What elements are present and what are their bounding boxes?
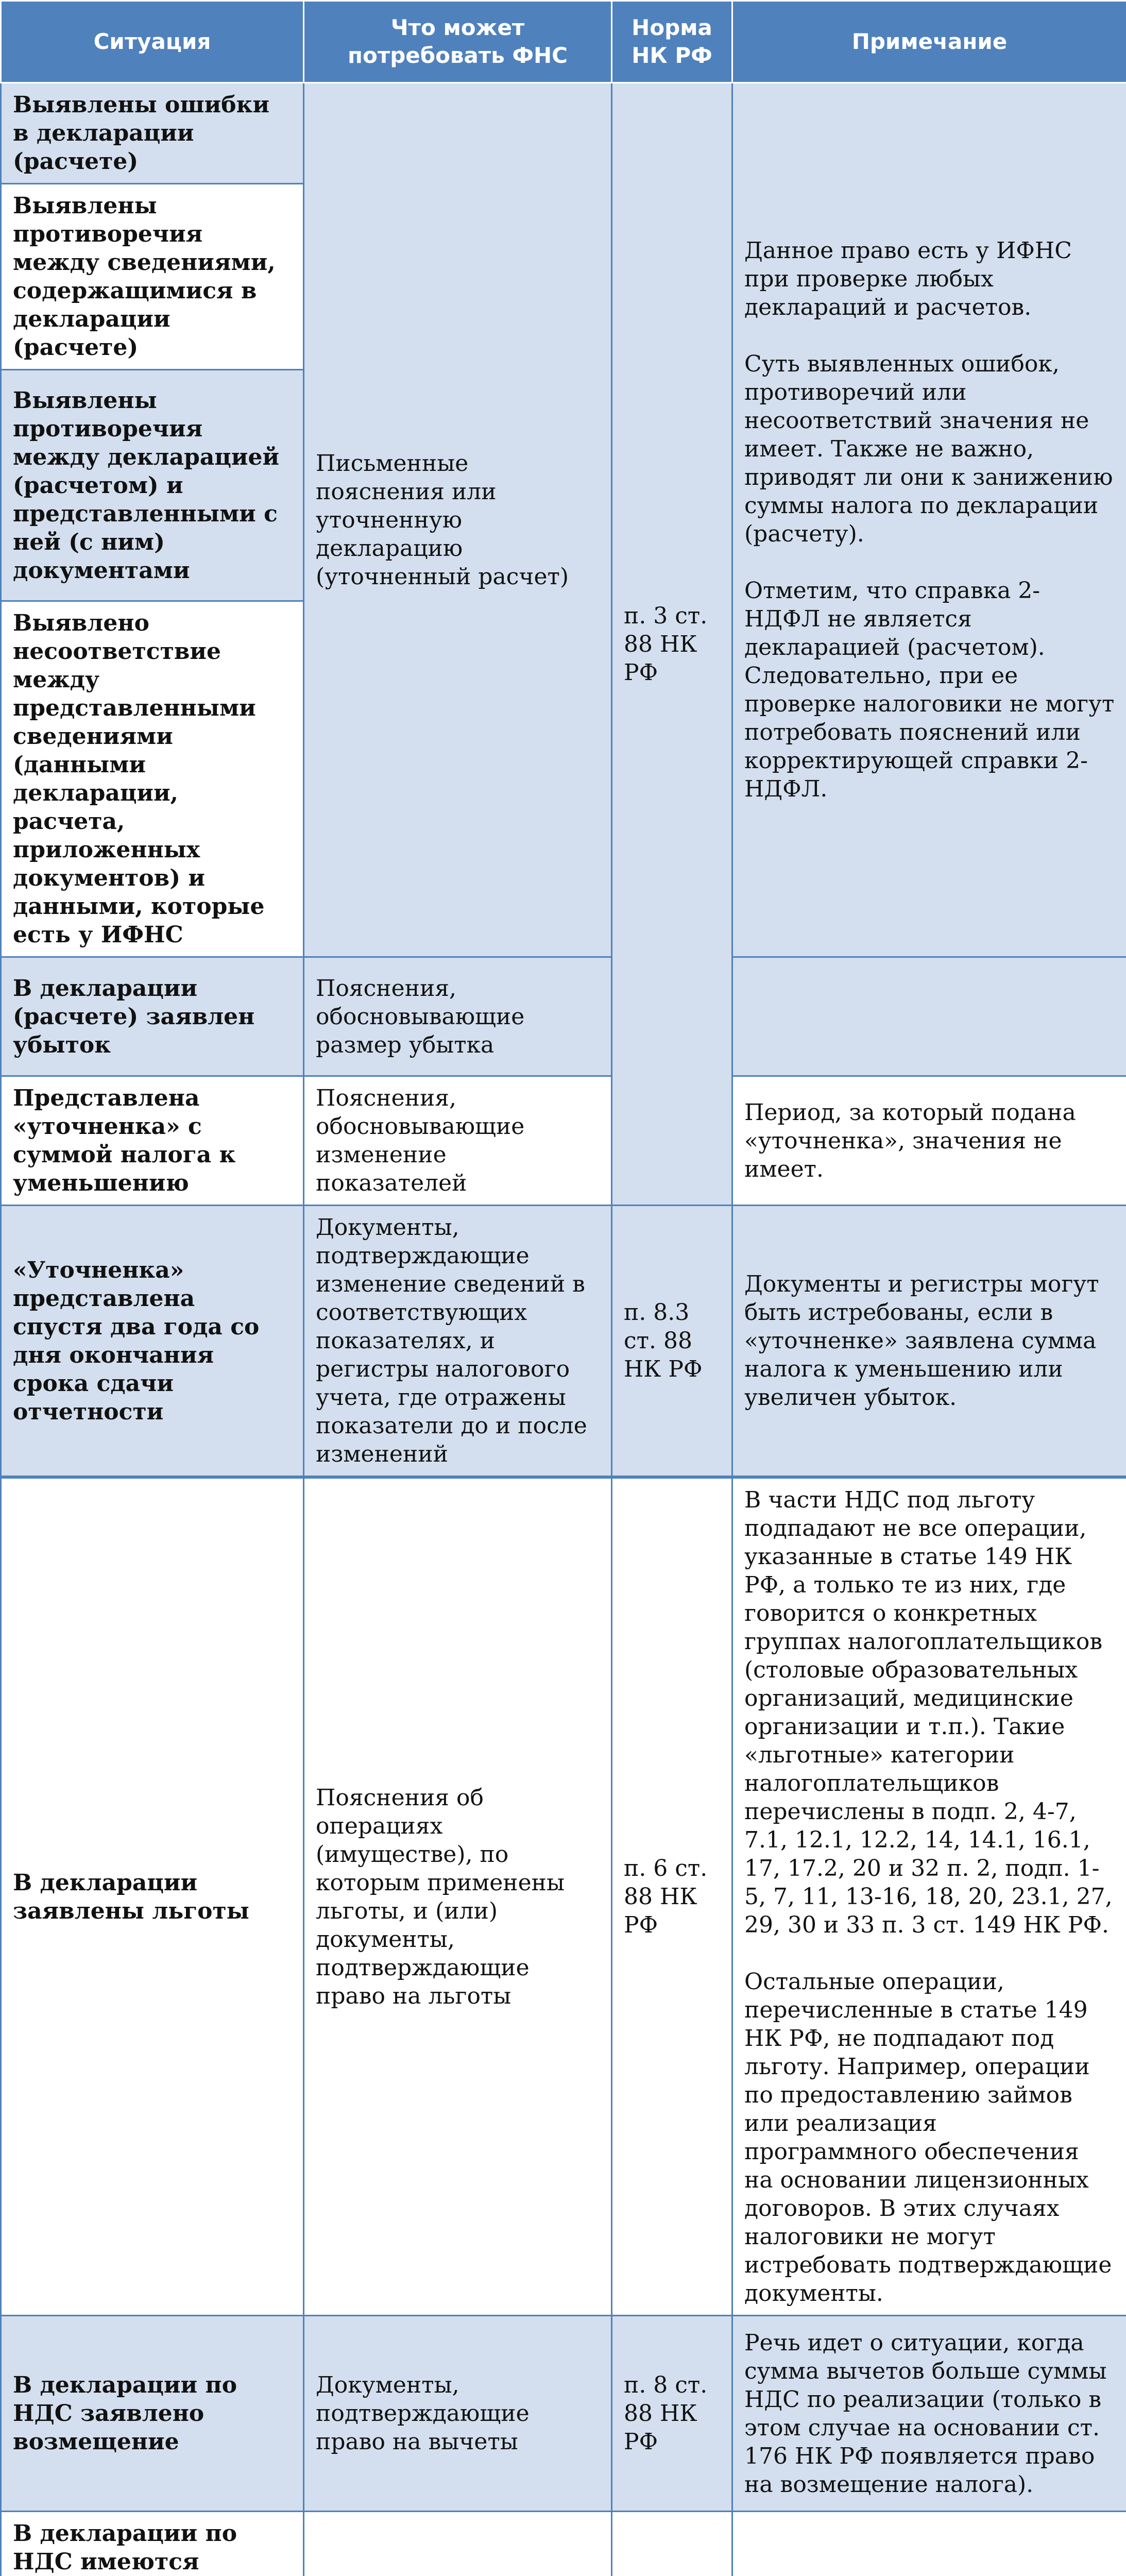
situation-cell: Выявлены противоречия между декларацией (расчетом) и представленными с ней (с ним) документами xyxy=(1,370,304,601)
table-row xyxy=(1,83,1126,184)
situation-cell: В декларации (расчете) заявлен убыток xyxy=(1,957,304,1076)
note-paragraph: Суть выявленных ошибок, противоречий или несоответствий значения не имеет. Также не важно, приводят ли они к занижению суммы налога по декларации (расчету). xyxy=(744,351,1113,547)
situation-cell: Представлена «уточненка» с суммой налога к уменьшению xyxy=(1,1076,304,1206)
norm-cell: п. 6 ст. 88 НК РФ xyxy=(612,1477,732,2316)
table-row xyxy=(1,1477,1126,2316)
table-row xyxy=(1,1076,1126,1206)
norm-cell xyxy=(612,2512,732,2576)
situation-cell: В декларации по НДС имеются xyxy=(1,2512,304,2576)
header-note: Примечание xyxy=(732,1,1126,83)
norm-cell: п. 3 ст. 88 НК РФ xyxy=(612,83,732,1206)
note-paragraph: Данное право есть у ИФНС при проверке любых деклараций и расчетов. xyxy=(744,238,1072,320)
header-norm: Норма НК РФ xyxy=(612,1,732,83)
note-cell xyxy=(732,957,1126,1076)
table-row xyxy=(1,2316,1126,2512)
note-cell: Документы и регистры могут быть истребованы, если в «уточненке» заявлена сумма налога к уменьшению или увеличен убыток. xyxy=(732,1206,1126,1478)
note-cell xyxy=(732,83,1126,957)
demand-cell: Пояснения об операциях (имуществе), по которым применены льготы, и (или) документы, подтверждающие право на льготы xyxy=(304,1477,612,2316)
note-paragraph: Отметим, что справка 2-НДФЛ не является декларацией (расчетом). Следовательно, при ее проверке налоговики не могут потребовать пояснений или корректирующей справки 2-НДФЛ. xyxy=(744,578,1115,802)
demand-cell xyxy=(304,2512,612,2576)
table-row xyxy=(1,1206,1126,1478)
demand-cell: Документы, подтверждающие изменение сведений в соответствующих показателях, и регистры налогового учета, где отражены показатели до и после изменений xyxy=(304,1206,612,1478)
situation-cell: В декларации по НДС заявлено возмещение xyxy=(1,2316,304,2512)
situation-cell: В декларации заявлены льготы xyxy=(1,1477,304,2316)
norm-cell: п. 8 ст. 88 НК РФ xyxy=(612,2316,732,2512)
table-header-row xyxy=(1,1,1126,83)
header-demand: Что может потребовать ФНС xyxy=(304,1,612,83)
note-paragraph: Остальные операции, перечисленные в статье 149 НК РФ, не подпадают под льготу. Например, операции по предоставлению займов или реализация программного обеспечения на основании лицензионных договоров. В этих случаях налоговики не могут истребовать подтверждающие документы. xyxy=(744,1969,1112,2307)
note-cell: Речь идет о ситуации, когда сумма вычетов больше суммы НДС по реализации (только в этом случае на основании ст. 176 НК РФ появляется право на возмещение налога). xyxy=(732,2316,1126,2512)
note-cell: Период, за который подана «уточненка», значения не имеет. xyxy=(732,1076,1126,1206)
situation-cell: Выявлены противоречия между сведениями, содержащимися в декларации (расчете) xyxy=(1,184,304,370)
demand-cell: Пояснения, обосновывающие изменение показателей xyxy=(304,1076,612,1206)
header-situation: Ситуация xyxy=(1,1,304,83)
table-row xyxy=(1,2512,1126,2576)
situation-cell: «Уточненка» представлена спустя два года со дня окончания срока сдачи отчетности xyxy=(1,1206,304,1478)
note-cell xyxy=(732,1477,1126,2316)
situation-cell: Выявлено несоответствие между представленными сведениями (данными декларации, расчета, приложенных документов) и данными, которые есть у ИФНС xyxy=(1,601,304,957)
demand-cell: Документы, подтверждающие право на вычеты xyxy=(304,2316,612,2512)
norm-cell: п. 8.3 ст. 88 НК РФ xyxy=(612,1206,732,1478)
situation-cell: Выявлены ошибки в декларации (расчете) xyxy=(1,83,304,184)
demand-cell: Пояснения, обосновывающие размер убытка xyxy=(304,957,612,1076)
note-paragraph: В части НДС под льготу подпадают не все операции, указанные в статье 149 НК РФ, а только те из них, где говорится о конкретных группах налогоплательщиков (столовые образовательных организаций, медицинские организации и т.п.). Такие «льготные» категории налогоплательщиков перечислены в подп. 2, 4-7, 7.1, 12.1, 12.2, 14, 14.1, 16.1, 17, 17.2, 20 и 32 п. 2, подп. 1-5, 7, 11, 13-16, 18, 20, 23.1, 27, 29, 30 и 33 п. 3 ст. 149 НК РФ. xyxy=(744,1487,1113,1938)
table-row xyxy=(1,957,1126,1076)
note-cell xyxy=(732,2512,1126,2576)
demand-cell: Письменные пояснения или уточненную декларацию (уточненный расчет) xyxy=(304,83,612,957)
